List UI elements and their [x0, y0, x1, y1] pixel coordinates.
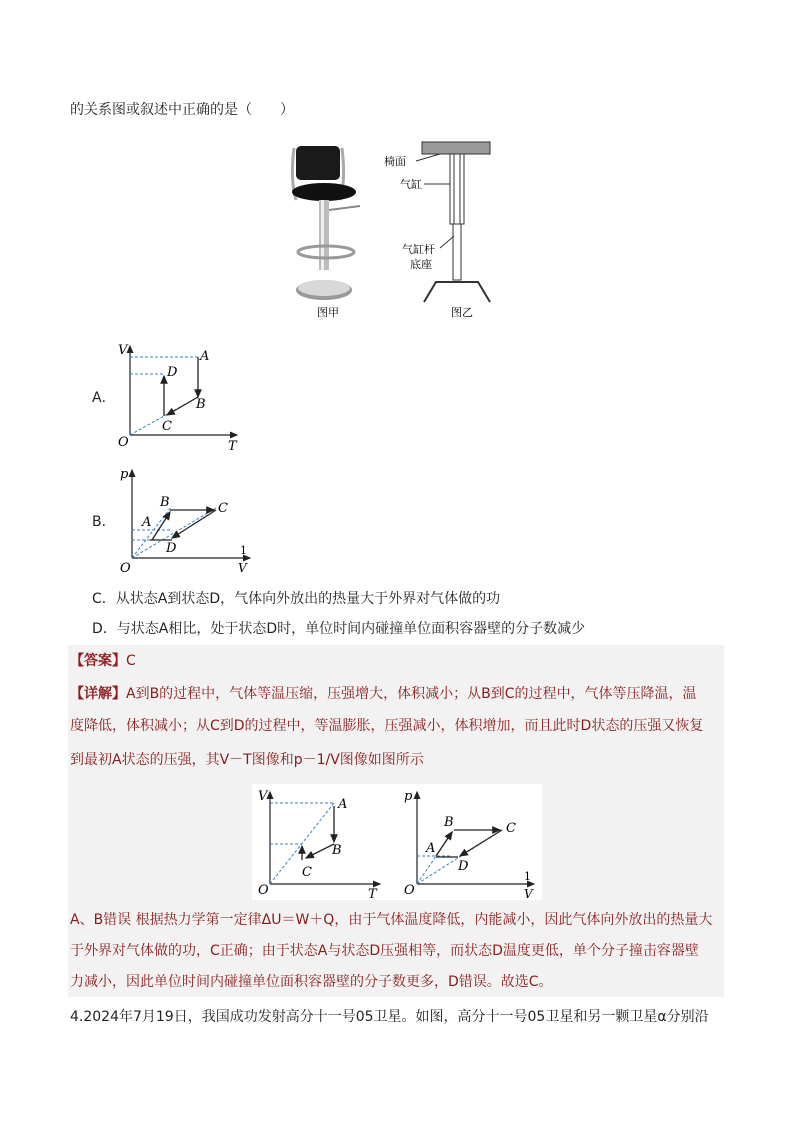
svg-text:A: A [338, 797, 348, 812]
next-question: 4.2024年7月19日，我国成功发射高分十一号05卫星。如图，高分十一号05卫星和另一颗卫星α分别沿 [70, 1009, 709, 1025]
detail-line-5: 于外界对气体做的功，C正确；由于状态A与状态D压强相等，而状态D温度更低，单个分子撞击容器壁 [70, 943, 699, 959]
answer-value: C [126, 653, 136, 669]
svg-text:O: O [404, 883, 415, 898]
svg-text:B: B [332, 843, 342, 858]
a-state-b: B [196, 397, 206, 412]
svg-text:A: A [426, 841, 436, 856]
svg-text:C: C [302, 865, 312, 880]
label-seat: 椅面 [384, 155, 406, 168]
option-a-vt-graph [112, 340, 247, 455]
b-p-axis: p [120, 467, 129, 482]
svg-text:O: O [258, 883, 269, 898]
caption-left: 图甲 [317, 306, 339, 319]
answer-graphs [252, 784, 542, 900]
a-state-d: D [167, 365, 178, 380]
svg-text:D: D [458, 859, 469, 874]
a-state-a: A [200, 349, 210, 364]
svg-text:1: 1 [524, 870, 531, 883]
b-v: V [238, 561, 247, 575]
svg-text:C: C [506, 821, 516, 836]
b-state-c: C [218, 501, 228, 516]
detail-line-1: 【详解】A到B的过程中，气体等温压缩，压强增大，体积减小；从B到C的过程中，气体等压降温，温 [70, 686, 697, 702]
label-cylinder: 气缸 [400, 178, 422, 191]
label-base: 底座 [410, 258, 432, 271]
b-state-b: B [160, 495, 170, 510]
svg-text:B: B [444, 815, 454, 830]
a-t-axis: T [228, 439, 237, 454]
b-state-a: A [142, 515, 152, 530]
a-v-axis: V [118, 343, 128, 358]
option-b-pv-graph [112, 462, 257, 577]
b-state-d: D [166, 541, 177, 556]
detail-prefix: 【详解】 [70, 686, 126, 702]
option-c: C．从状态A到状态D，气体向外放出的热量大于外界对气体做的功 [92, 591, 501, 607]
caption-right: 图乙 [451, 306, 473, 319]
option-a-label: A． [92, 390, 116, 406]
detail-line-4: A、B错误 根据热力学第一定律ΔU＝W＋Q，由于气体温度降低，内能减小，因此气体向外放出的热量大 [70, 912, 713, 928]
stool-schematic [380, 136, 500, 321]
stool-photo [288, 140, 378, 325]
detail-line-6: 力减小，因此单位时间内碰撞单位面积容器壁的分子数更多，D错误。故选C。 [70, 974, 553, 990]
label-rod: 气缸杆 [402, 243, 435, 256]
detail-line-3: 到最初A状态的压强，其V－T图像和p－1/V图像如图所示 [70, 752, 424, 768]
a-state-c: C [162, 419, 172, 434]
b-one: 1 [240, 544, 247, 557]
a-origin: O [118, 435, 129, 450]
svg-text:T: T [368, 887, 377, 900]
b-origin: O [120, 561, 131, 576]
svg-text:V: V [258, 789, 268, 804]
svg-text:p: p [404, 789, 413, 804]
option-b-label: B． [92, 514, 116, 530]
option-d: D．与状态A相比，处于状态D时，单位时间内碰撞单位面积容器壁的分子数减少 [92, 621, 586, 637]
answer-line [70, 651, 136, 671]
question-stem: 的关系图或叙述中正确的是（ ） [70, 102, 294, 118]
detail-line-2: 度降低，体积减小；从C到D的过程中，等温膨胀，压强减小，体积增加，而且此时D状态的压强又恢复 [70, 718, 704, 734]
answer-prefix: 【答案】 [70, 653, 126, 669]
svg-text:V: V [524, 887, 533, 900]
